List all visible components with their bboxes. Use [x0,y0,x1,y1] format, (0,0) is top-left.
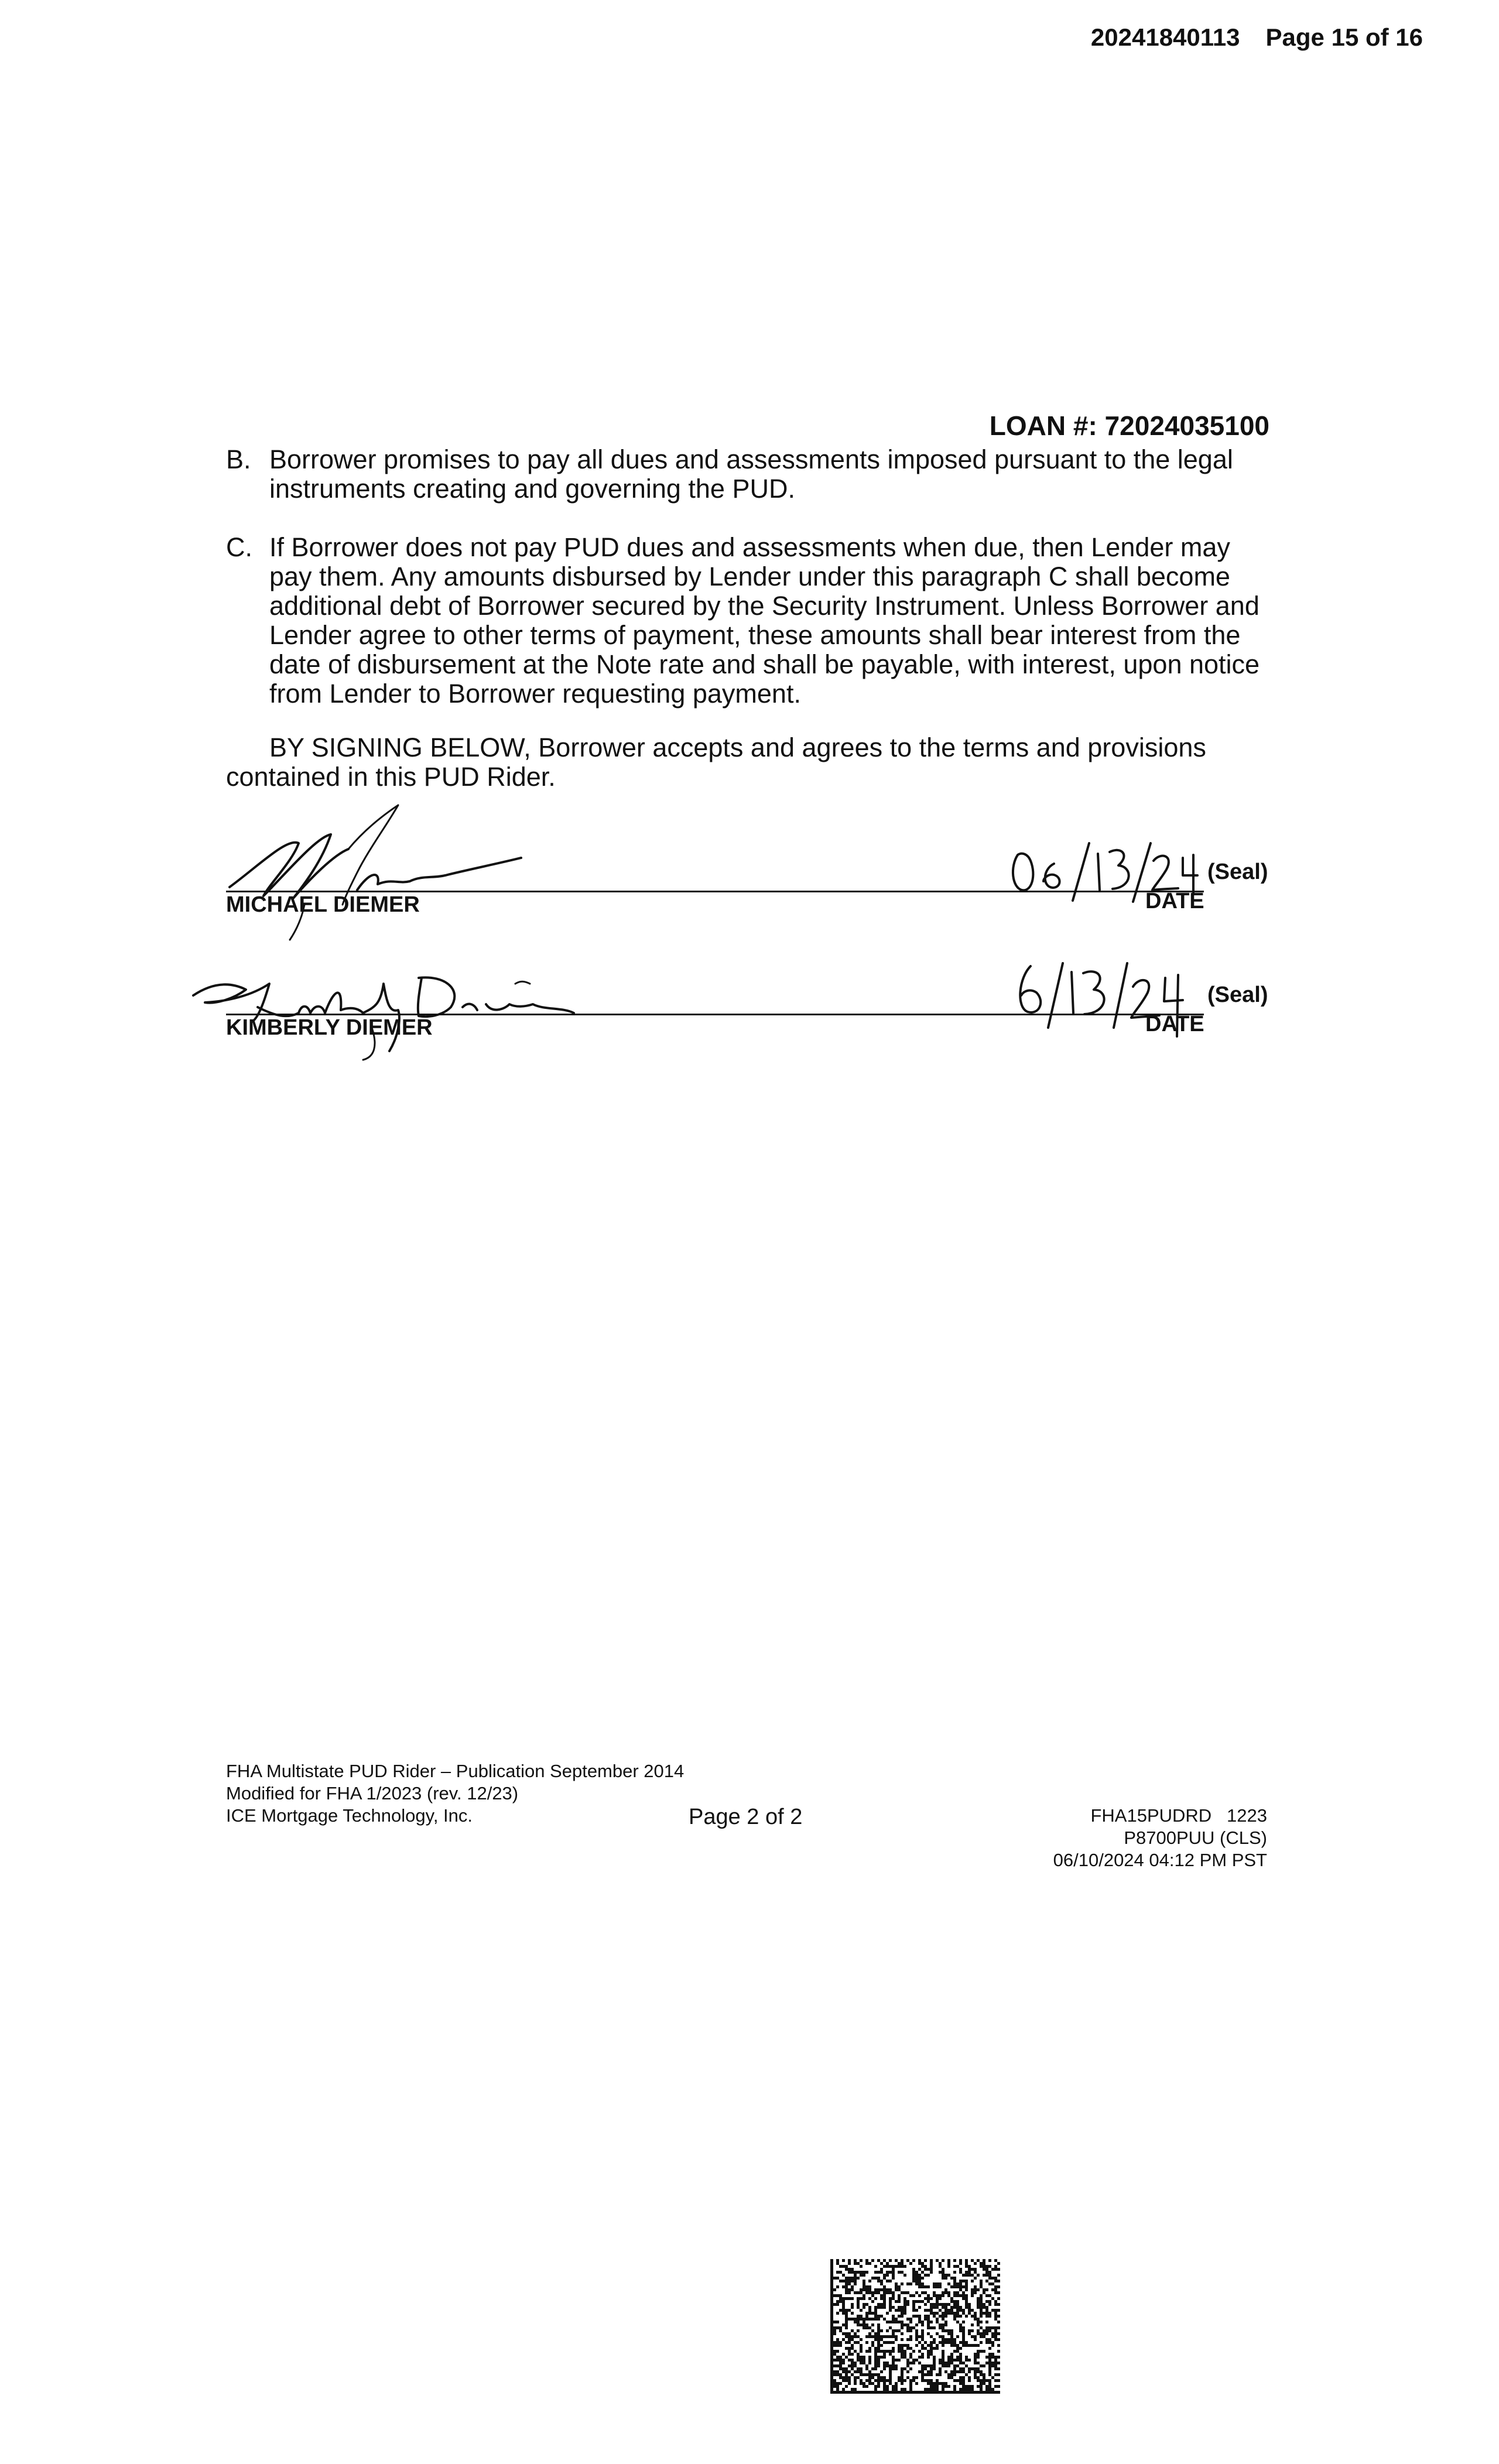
handwritten-date-1 [1007,831,1200,913]
page-counter: Page 15 of 16 [1265,23,1423,51]
seal-label-1: (Seal) [1207,860,1268,884]
page-header [1091,23,1423,52]
footer-form-code: FHA15PUDRD 1223 [1090,1805,1267,1826]
footer-system-code: P8700PUU (CLS) [1124,1828,1267,1848]
loan-number: LOAN #: 72024035100 [989,410,1269,441]
signer-name-2: KIMBERLY DIEMER [226,1015,433,1040]
date-label-1: DATE [1145,889,1204,913]
signature-kimberly-diemer [187,949,597,1060]
data-matrix-barcode [830,2259,1000,2394]
paragraph-b-label: B. [226,444,251,474]
paragraph-c-label: C. [226,532,252,562]
footer-form-title: FHA Multistate PUD Rider – Publication September 2014 [226,1761,685,1781]
signature-michael-diemer [223,802,527,943]
signing-statement: BY SIGNING BELOW, Borrower accepts and agrees to the terms and provisions contained in this PUD Rider. [226,733,1206,792]
seal-label-2: (Seal) [1207,983,1268,1007]
paragraph-b [226,445,1269,504]
paragraph-c-text: If Borrower does not pay PUD dues and assessments when due, then Lender may pay them. Any amounts disbursed by Lender under this paragraph C shall become additional debt of Borrower secured by the Security Instrument. Unless Borrower and Lender agree to other terms of payment, these amounts shall bear interest from the date of disbursement at the Note rate and shall be payable, with interest, upon notice from Lender to Borrower requesting payment. [269,532,1260,709]
document-number: 20241840113 [1090,23,1240,51]
date-label-2: DATE [1145,1012,1204,1036]
footer-timestamp: 06/10/2024 04:12 PM PST [1053,1850,1267,1870]
footer-vendor: ICE Mortgage Technology, Inc. [226,1805,473,1826]
footer-left [226,1760,684,1827]
footer-right [1053,1805,1267,1871]
footer-modified: Modified for FHA 1/2023 (rev. 12/23) [226,1783,519,1803]
signer-name-1: MICHAEL DIEMER [226,892,420,917]
paragraph-b-text: Borrower promises to pay all dues and assessments imposed pursuant to the legal instruments creating and governing the PUD. [269,444,1233,504]
footer-page-number: Page 2 of 2 [689,1805,803,1829]
handwritten-date-2 [1013,954,1200,1042]
paragraph-c [226,533,1269,709]
